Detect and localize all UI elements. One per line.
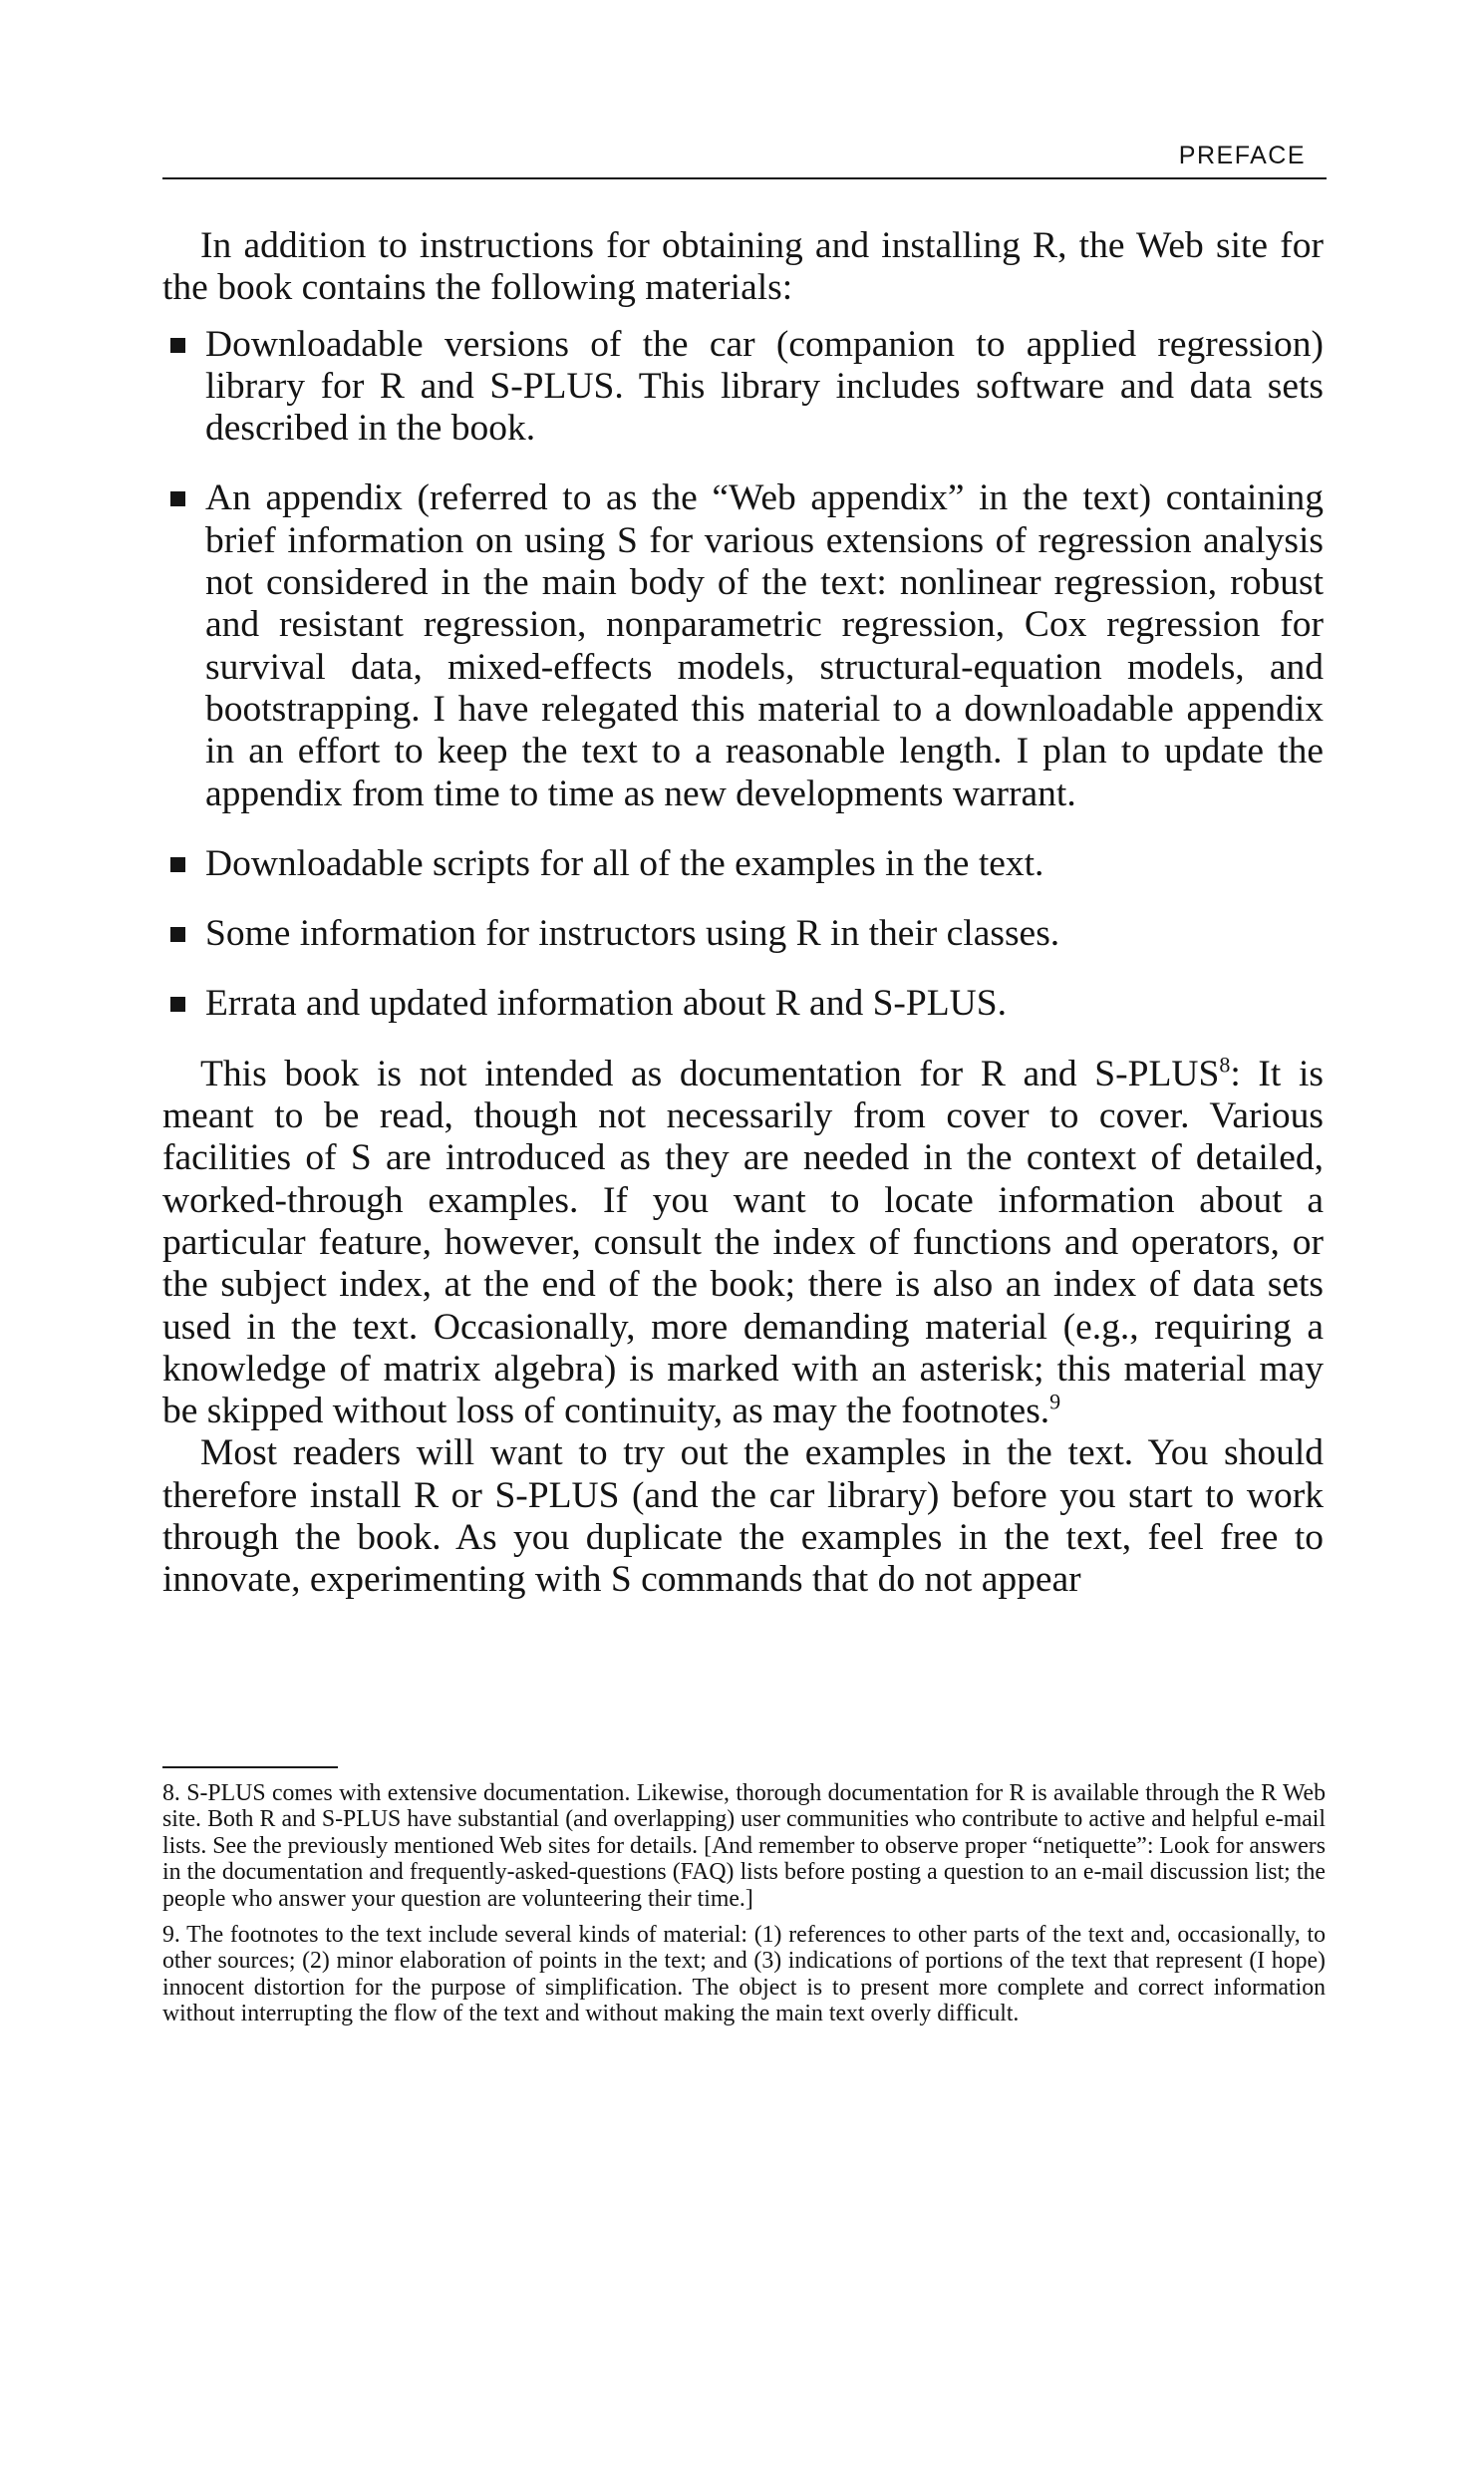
square-bullet-icon	[170, 997, 185, 1012]
list-item	[162, 983, 1324, 1025]
footnote-8: 8. S-PLUS comes with extensive documentation. Likewise, thorough documentation for R is available through the R Web site. Both R and S-PLUS have substantial (and overlapping) user communities who contribute to active and helpful e-mail lists. See the previously mentioned Web sites for details. [And remember to observe proper “netiquette”: Look for answers in the documentation and frequently-asked-questions (FAQ) lists before posting a question to an e-mail discussion list; the people who answer your question are volunteering their time.]	[162, 1780, 1326, 1912]
paragraph-text: : It is meant to be read, though not necessarily from cover to cover. Various facilities of S are introduced as they are needed in the context of detailed, worked-through examples. If you want to locate information about a particular feature, however, consult the index of functions and operators, or the subject index, at the end of the book; there is also an index of data sets used in the text. Occasionally, more demanding material (e.g., requiring a knowledge of matrix algebra) is marked with an asterisk; this material may be skipped without loss of continuity, as may the footnotes.	[162, 1053, 1324, 1432]
list-item-text: Downloadable versions of the car (companion to applied regression) library for R and S-PLUS. This library includes software and data sets described in the book.	[205, 323, 1324, 450]
list-item	[162, 913, 1324, 955]
footnotes	[162, 1780, 1326, 2037]
list-item-text: Downloadable scripts for all of the examples in the text.	[205, 842, 1044, 884]
footnote-ref-9: 9	[1049, 1389, 1061, 1414]
list-item	[162, 324, 1324, 451]
footnote-rule	[162, 1766, 338, 1768]
footnote-9: 9. The footnotes to the text include several kinds of material: (1) references to other parts of the text and, occasionally, to other sources; (2) minor elaboration of points in the text; and (3) indications of portions of the text that represent (I hope) innocent distortion for the purpose of simplification. The object is to present more complete and correct information without interrupting the flow of the text and without making the main text overly difficult.	[162, 1922, 1326, 2027]
main-text	[162, 225, 1324, 1602]
list-item-text: Some information for instructors using R in their classes.	[205, 913, 1060, 955]
examples-paragraph: Most readers will want to try out the examples in the text. You should therefore install R or S-PLUS (and the car library) before you start to work through the book. As you duplicate the examples in the text, feel free to innovate, experimenting with S commands that do not appear	[162, 1432, 1324, 1601]
square-bullet-icon	[170, 857, 185, 872]
list-item-text: Errata and updated information about R and S-PLUS.	[205, 983, 1007, 1025]
materials-list	[162, 324, 1324, 1026]
square-bullet-icon	[170, 338, 185, 353]
running-head: PREFACE	[1178, 142, 1306, 169]
list-item	[162, 477, 1324, 814]
paragraph-text: This book is not intended as documentation for R and S-PLUS	[200, 1053, 1220, 1094]
square-bullet-icon	[170, 491, 185, 506]
list-item-text: An appendix (referred to as the “Web appendix” in the text) containing brief information on using S for various extensions of regression analysis not considered in the main body of the text: nonlinear regression, robust and resistant regression, nonparametric regression, Cox regression for survival data, mixed-effects models, structural-equation models, and bootstrapping. I have relegated this material to a downloadable appendix in an effort to keep the text to a reasonable length. I plan to update the appendix from time to time as new developments warrant.	[205, 477, 1324, 814]
footnote-ref-8: 8	[1219, 1052, 1231, 1078]
documentation-paragraph	[162, 1054, 1324, 1433]
list-item	[162, 843, 1324, 885]
intro-paragraph: In addition to instructions for obtaining and installing R, the Web site for the book contains the following materials:	[162, 225, 1324, 309]
square-bullet-icon	[170, 927, 185, 942]
header-rule	[162, 177, 1327, 179]
